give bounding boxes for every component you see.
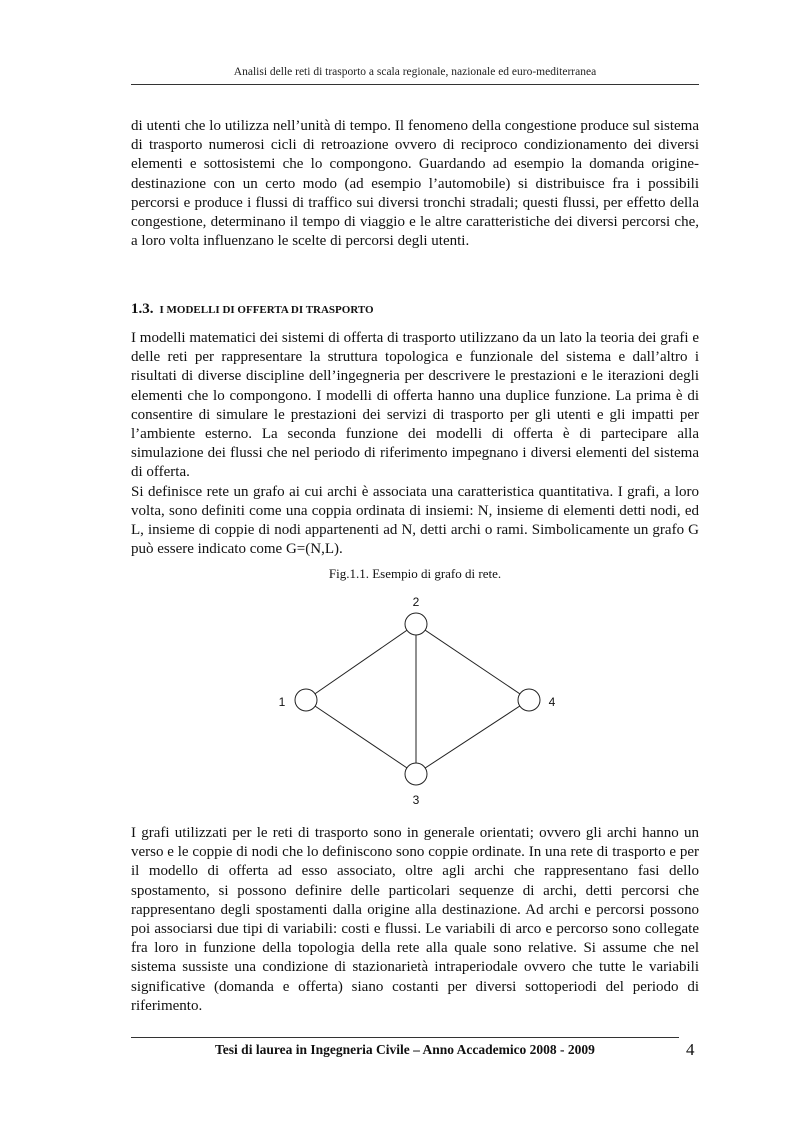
graph-edge-1-3: [306, 700, 416, 774]
page-number: 4: [686, 1040, 695, 1059]
graph-node-3: [405, 763, 427, 785]
section-number: 1.3.: [131, 301, 154, 317]
graph-node-2: [405, 613, 427, 635]
paragraph-1: di utenti che lo utilizza nell’unità di tempo. Il fenomeno della congestione produce sul sistema di trasporto numerosi cicli di retroazione ovvero di reciproco condizionamento dei diversi elementi e sottosistemi che lo compongono. Guardando ad esempio la domanda origine-destinazione con un certo modo (ad esempio l’automobile) si distribuisce fra i possibili percorsi e produce i flussi di traffico sui diversi tronchi stradali; questi flussi, per effetto della congestione, determinano il tempo di viaggio e le altre caratteristiche dei diversi percorsi che, a loro volta influenzano le scelte di percorsi degli utenti.: [131, 118, 699, 250]
header-rule: [131, 84, 699, 85]
section-heading: [131, 293, 374, 320]
paragraph-3: Si definisce rete un grafo ai cui archi è associata una caratteristica quantitativa. I grafi, a loro volta, sono definiti come una coppia ordinata di insiemi: N, insieme di elementi detti nodi, ed L, insieme di coppie di nodi appartenenti ad N, detti archi o rami. Simbolicamente un grafo G può essere indicato come G=(N,L).: [131, 483, 699, 558]
graph-node-label-1: 1: [278, 695, 286, 709]
graph-node-4: [518, 689, 540, 711]
graph-edge-3-4: [416, 700, 529, 774]
section-title: I MODELLI DI OFFERTA DI TRASPORTO: [159, 304, 374, 316]
graph-edges: [306, 624, 529, 774]
graph-edge-2-4: [416, 624, 529, 700]
graph-node-label-3: 3: [412, 793, 420, 807]
paragraph-2: I modelli matematici dei sistemi di offerta di trasporto utilizzano da un lato la teoria dei grafi e delle reti per rappresentare la struttura topologica e funzionale del sistema e dall’altro i risultati di diverse discipline dell’ingegneria per descrivere le prestazioni e le iterazioni degli elementi che lo compongono. I modelli di offerta hanno una duplice funzione. La prima è di consentire di simulare le prestazioni dei servizi di trasporto per gli utenti e gli impatti per l’ambiente esterno. La seconda funzione dei modelli di offerta è di partecipare alla simulazione dei flussi che nel periodo di riferimento impegnano i diversi elementi del sistema di offerta.: [131, 330, 699, 481]
text-block-2: [131, 329, 699, 559]
paragraph-4: I grafi utilizzati per le reti di trasporto sono in generale orientati; ovvero gli archi hanno un verso e le coppie di nodi che lo definiscono sono coppie ordinate. In una rete di trasporto e per il modello di offerta ad esso associato, oltre agli archi che rappresentano fasi dello spostamento, si possono definire delle particolari sequenze di archi, detti percorsi che rappresentano degli spostamenti dalla origine alla destinazione. Ad archi e percorsi possono poi associarsi due tipi di variabili: costi e flussi. Le variabili di arco e percorso sono collegate fra loro in funzione della topologia della rete alla quale sono relative. Si assume che nel sistema sussiste una condizione di stazionarietà intraperiodale ovvero che tutte le variabili significative (domanda e offerta) siano costanti per diversi sottoperiodi del periodo di riferimento.: [131, 825, 699, 1014]
graph-node-label-2: 2: [412, 595, 420, 609]
graph-nodes: [279, 595, 556, 807]
network-graph-figure: [265, 592, 565, 812]
footer-thesis-line: Tesi di laurea in Ingegneria Civile – Anno Accademico 2008 - 2009: [215, 1042, 595, 1057]
graph-edge-1-2: [306, 624, 416, 700]
running-header: Analisi delle reti di trasporto a scala regionale, nazionale ed euro-mediterranea: [233, 66, 597, 78]
footer-rule: [131, 1037, 679, 1038]
graph-node-label-4: 4: [548, 695, 556, 709]
graph-node-1: [295, 689, 317, 711]
figure-caption: Fig.1.1. Esempio di grafo di rete.: [328, 566, 502, 581]
